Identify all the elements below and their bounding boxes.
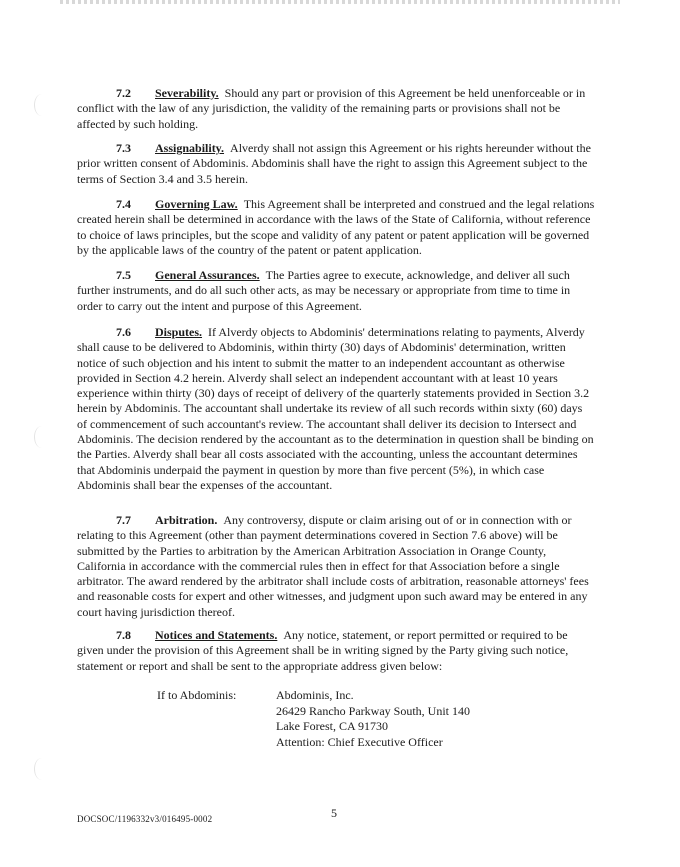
document-id: DOCSOC/1196332v3/016495-0002 bbox=[77, 814, 213, 824]
section-text: The Parties agree to execute, acknowledge, and deliver all such further instruments, and do all such other acts, as may be necessary or appropriate from time to time in order to carry out the intent and purpose of this Agreement. bbox=[77, 268, 571, 313]
section-7-5 bbox=[77, 268, 595, 314]
address-line: Attention: Chief Executive Officer bbox=[276, 734, 443, 749]
section-heading: Notices and Statements. bbox=[155, 628, 278, 642]
section-7-2 bbox=[77, 86, 595, 132]
section-text: Alverdy shall not assign this Agreement or his rights hereunder without the prior written consent of Abdominis. Abdominis shall have the right to assign this Agreement subject to the terms of Section 3.4 and 3.5 herein. bbox=[77, 141, 591, 186]
section-7-6 bbox=[77, 325, 595, 493]
section-number: 7.5 bbox=[116, 268, 131, 282]
section-heading: Assignability. bbox=[155, 141, 225, 155]
section-text: This Agreement shall be interpreted and construed and the legal relations created herein shall be determined in accordance with the laws of the State of California, without reference to choice of laws principles, but the scope and validity of any patent or patent application will be governed by the applicable laws of the country of the patent or patent application. bbox=[77, 197, 595, 257]
section-7-3 bbox=[77, 141, 595, 187]
section-number: 7.4 bbox=[116, 197, 131, 211]
address-block bbox=[276, 688, 470, 750]
section-heading: Governing Law. bbox=[155, 197, 238, 211]
section-text: Should any part or provision of this Agreement be held unenforceable or in conflict with the law of any jurisdiction, the validity of the remaining parts or provisions shall not be affected by such holding. bbox=[77, 86, 586, 131]
section-7-8 bbox=[77, 628, 595, 674]
scan-artifact-topline bbox=[60, 0, 620, 4]
address-line: 26429 Rancho Parkway South, Unit 140 bbox=[276, 703, 470, 718]
address-line: Lake Forest, CA 91730 bbox=[276, 719, 388, 733]
section-number: 7.2 bbox=[116, 86, 131, 100]
section-number: 7.7 bbox=[116, 513, 131, 527]
section-number: 7.8 bbox=[116, 628, 131, 642]
section-7-4 bbox=[77, 197, 595, 258]
section-heading: Arbitration. bbox=[155, 513, 218, 527]
address-label: If to Abdominis: bbox=[157, 688, 237, 702]
section-heading: General Assurances. bbox=[155, 268, 260, 282]
section-7-7 bbox=[77, 513, 595, 620]
section-heading: Severability. bbox=[155, 86, 219, 100]
scan-hole-mark bbox=[34, 426, 49, 448]
section-text: Any controversy, dispute or claim arising out of or in connection with or relating to this Agreement (other than payment determinations covered in Section 7.6 above) will be submitted by the Parties to arbitration by the American Arbitration Association in Orange County, California in accordance with the commercial rules then in effect for that Association before a single arbitrator. The award rendered by the arbitrator shall include costs of arbitration, reasonable attorneys' fees and reasonable costs for expert and other witnesses, and judgment upon such award may be entered in any court having jurisdiction thereof. bbox=[77, 513, 589, 619]
section-text: If Alverdy objects to Abdominis' determinations relating to payments, Alverdy shall cause to be delivered to Abdominis, within thirty (30) days of Abdominis' determination, written notice of such objection and his intent to submit the matter to an independent accountant as otherwise provided in Section 4.2 herein. Alverdy shall select an independent accountant with at least 10 years experience within thirty (30) days of receipt of delivery of the quarterly statements provided in Section 3.2 herein by Abdominis. The accountant shall undertake its review of all such records within sixty (60) days of commencement of such accountant's review. The accountant shall deliver its decision to Intersect and Abdominis. The decision rendered by the accountant as to the determination in question shall be binding on the Parties. Alverdy shall bear all costs associated with the accounting, unless the accountant determines that Abdominis underpaid the payment in question by more than five percent (5%), in which case Abdominis shall bear the expenses of the accountant. bbox=[77, 325, 594, 492]
section-number: 7.3 bbox=[116, 141, 131, 155]
section-number: 7.6 bbox=[116, 325, 131, 339]
page-number: 5 bbox=[331, 806, 337, 820]
scan-hole-mark bbox=[34, 758, 49, 780]
section-text: Any notice, statement, or report permitted or required to be given under the provision of this Agreement shall be in writing signed by the Party giving such notice, statement or report and shall be sent to the appropriate address given below: bbox=[77, 628, 569, 673]
scan-hole-mark bbox=[34, 94, 49, 116]
address-line: Abdominis, Inc. bbox=[276, 688, 354, 702]
section-heading: Disputes. bbox=[155, 325, 203, 339]
